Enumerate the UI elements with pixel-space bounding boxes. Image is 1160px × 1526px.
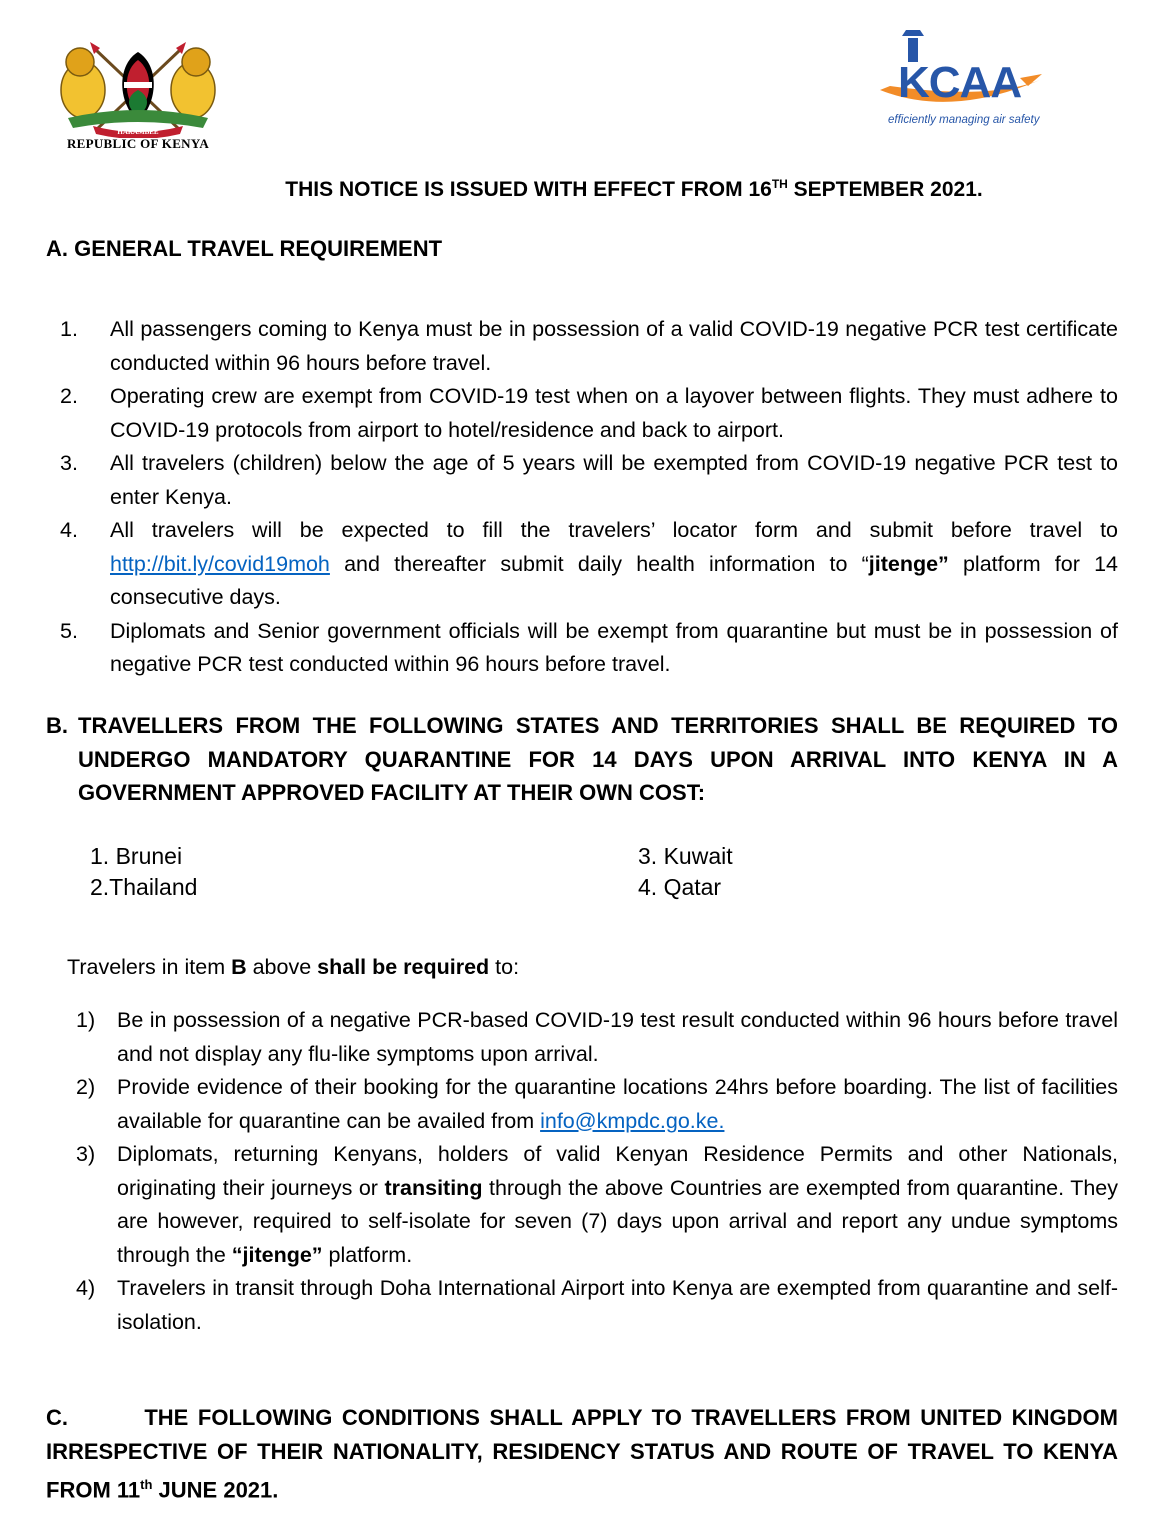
list-item: 1) Be in possession of a negative PCR-based COVID-19 test result conducted within 96 hours before travel and not display any flu-like symptoms upon arrival. bbox=[76, 1008, 1118, 1066]
list-item: 4. All travelers will be expected to fill the travelers’ locator form and submit before travel to http://bit.ly/covid19moh and thereafter submit daily health information to “jitenge” platform for 14 consecutive days. bbox=[60, 518, 1118, 609]
country-item: 3. Kuwait bbox=[638, 843, 733, 869]
coat-of-arms-icon bbox=[38, 30, 238, 138]
kenya-coat-of-arms-logo bbox=[38, 30, 238, 155]
svg-text:HARAMBEE: HARAMBEE bbox=[117, 128, 159, 136]
section-c-heading: C. THE FOLLOWING CONDITIONS SHALL APPLY TO TRAVELLERS FROM UNITED KINGDOM IRRESPECTIVE OF THEIR NATIONALITY, RESIDENCY STATUS AND ROUTE OF TRAVEL TO KENYA FROM 11th JUNE 2021. bbox=[46, 1405, 1125, 1503]
section-a-heading: A. GENERAL TRAVEL REQUIREMENT bbox=[46, 236, 443, 261]
section-b-heading: B. TRAVELLERS FROM THE FOLLOWING STATES AND TERRITORIES SHALL BE REQUIRED TO UNDERGO MANDATORY QUARANTINE FOR 14 DAYS UPON ARRIVAL INTO KENYA IN A GOVERNMENT APPROVED FACILITY AT THEIR OWN COST: bbox=[46, 713, 1118, 805]
list-item: 4) Travelers in transit through Doha International Airport into Kenya are exempted from quarantine and self-isolation. bbox=[76, 1276, 1118, 1334]
locator-form-link[interactable]: http://bit.ly/covid19moh bbox=[110, 551, 330, 576]
kcaa-tagline: efficiently managing air safety bbox=[888, 114, 1040, 126]
kmpdc-email-link[interactable]: info@kmpdc.go.ke. bbox=[540, 1108, 725, 1133]
kcaa-logo bbox=[870, 28, 1070, 133]
country-item: 2.Thailand bbox=[90, 874, 198, 900]
list-item: 5. Diplomats and Senior government officials will be exempt from quarantine but must be in possession of negative PCR test conducted within 96 hours before travel. bbox=[60, 618, 1118, 676]
country-item: 1. Brunei bbox=[90, 843, 183, 869]
list-item: 2. Operating crew are exempt from COVID-19 test when on a layover between flights. They must adhere to COVID-19 protocols from airport to hotel/residence and back to airport. bbox=[60, 384, 1118, 442]
kcaa-logo-text: KCAA bbox=[898, 58, 1022, 107]
section-b-requirements-list bbox=[76, 1004, 1118, 1339]
section-a-list bbox=[60, 313, 1118, 682]
travelers-requirement-intro: Travelers in item B above shall be required to: bbox=[67, 955, 520, 979]
list-item: 3. All travelers (children) below the age of 5 years will be exempted from COVID-19 negative PCR test to enter Kenya. bbox=[60, 451, 1118, 509]
list-item: 3) Diplomats, returning Kenyans, holders of valid Kenyan Residence Permits and other Nationals, originating their journeys or transiting through the above Countries are exempted from quarantine. They are however, required to self-isolate for seven (7) days upon arrival and report any undue symptoms through the “jitenge” platform. bbox=[76, 1142, 1119, 1267]
notice-effective-date: THIS NOTICE IS ISSUED WITH EFFECT FROM 16TH SEPTEMBER 2021. bbox=[285, 177, 983, 201]
list-item: 2) Provide evidence of their booking for the quarantine locations 24hrs before boarding. The list of facilities available for quarantine can be availed from info@kmpdc.go.ke. bbox=[76, 1075, 1118, 1133]
list-item: 1. All passengers coming to Kenya must be in possession of a valid COVID-19 negative PCR test certificate conducted within 96 hours before travel. bbox=[60, 317, 1118, 375]
republic-of-kenya-caption: REPUBLIC OF KENYA bbox=[66, 136, 210, 151]
country-item: 4. Qatar bbox=[638, 874, 722, 900]
